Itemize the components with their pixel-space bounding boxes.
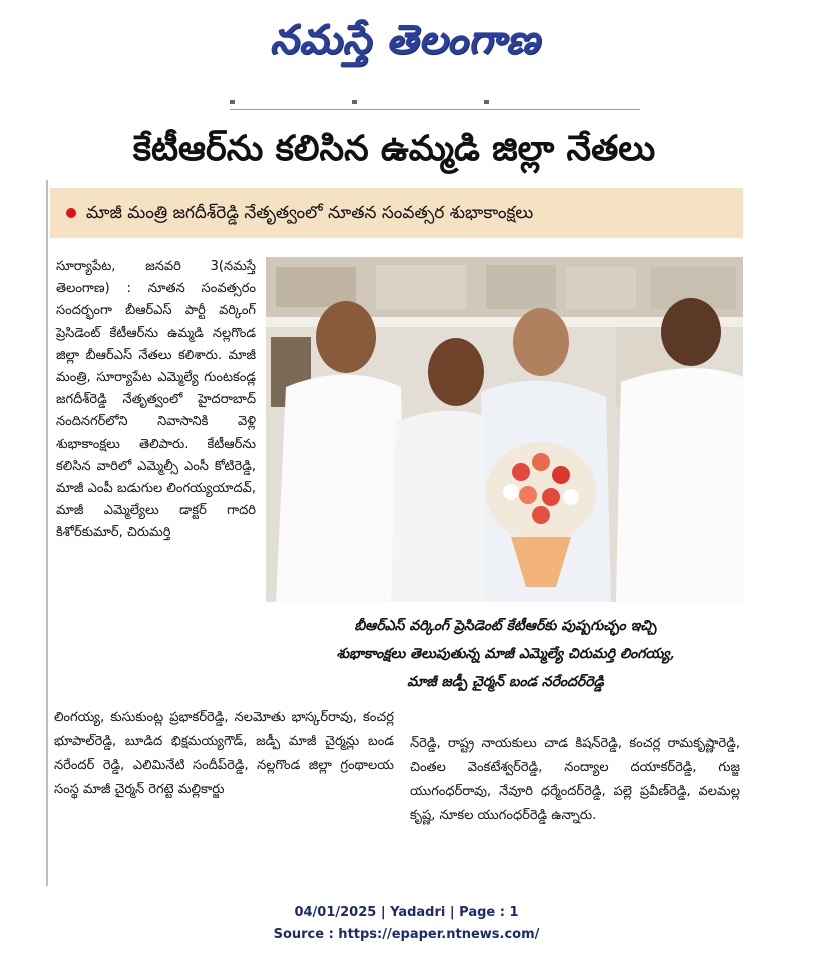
caption-line-3: మాజీ జడ్పీ చైర్మన్ బండ నరేందర్‌రెడ్డి (407, 674, 604, 690)
caption-line-2: శుభాకాంక్షలు తెలుపుతున్న మాజీ ఎమ్మెల్యే చిరుమర్తి లింగయ్య, (336, 646, 675, 662)
article-continued-right (410, 732, 740, 828)
footer-source: Source : https://epaper.ntnews.com/ (273, 927, 540, 942)
masthead-divider (230, 109, 640, 110)
article-lead-text: సూర్యాపేట, జనవరి 3(నమస్తే తెలంగాణ) : నూతన సంవత్సరం సందర్భంగా బీఆర్‌ఎస్ పార్టీ వర్కింగ్ ప్రెసిడెంట్ కేటీఆర్‌ను ఉమ్మడి నల్లగొండ జిల్లా బీఆర్‌ఎస్ నేతలు కలిశారు. మాజీ మంత్రి, సూర్యాపేట ఎమ్మెల్యే గుంటకండ్ల జగదీశ్‌రెడ్డి నేతృత్వంలో హైదరాబాద్ నందినగర్‌లోని నివాసానికి వెళ్లి శుభాకాంక్షలు తెలిపారు. కేటీఆర్‌ను కలిసిన వారిలో ఎమ్మెల్సీ ఎంసీ కోటిరెడ్డి, మాజీ ఎంపీ బడుగుల లింగయ్యయాదవ్, మాజీ ఎమ్మెల్యేలు డాక్టర్ గాదరి కిశోర్‌కుమార్, చిరుమర్తి (56, 259, 256, 541)
caption-line-1: బీఆర్‌ఎస్ వర్కింగ్ ప్రెసిడెంట్ కేటీఆర్‌కు పుష్పగుచ్ఛం ఇచ్చి (354, 618, 657, 634)
subhead-text: మాజీ మంత్రి జగదీశ్‌రెడ్డి నేతృత్వంలో నూతన సంవత్సర శుభాకాంక్షలు (86, 203, 534, 223)
subhead-band (50, 188, 743, 238)
newspaper-masthead: నమస్తే తెలంగాణ (269, 16, 541, 63)
bullet-icon (66, 208, 76, 218)
photo-illustration (266, 257, 743, 602)
footer-date-edition: 04/01/2025 | Yadadri | Page : 1 (294, 905, 519, 920)
photo-caption (268, 612, 743, 702)
article-text-left: లింగయ్య, కుసుకుంట్ల ప్రభాకర్‌రెడ్డి, నలమోతు భాస్కర్‌రావు, కంచర్ల భూపాల్‌రెడ్డి, బూడిద భిక్షమయ్యగౌడ్, జడ్పీ మాజీ చైర్మన్లు బండ నరేందర్ రెడ్డి, ఎలిమినేటి సందీప్‌రెడ్డి, నల్లగొండ జిల్లా గ్రంథాలయ సంస్థ మాజీ చైర్మన్ రెగట్టె మల్లికార్జు (54, 710, 394, 797)
masthead-divider-dots (230, 100, 490, 104)
frame-left-rule (46, 180, 48, 886)
article-text-right: న్‌రెడ్డి, రాష్ట్ర నాయకులు చాడ కిషన్‌రెడ్డి, కంచర్ల రామకృష్ణారెడ్డి, చింతల వెంకటేశ్వర్‌రెడ్డి, నంద్యాల దయాకర్‌రెడ్డి, గుజ్జ యుగంధర్‌రావు, నేవూరి ధర్మేందర్‌రెడ్డి, పల్లె ప్రవీణ్‌రెడ్డి, వలమల్ల కృష్ణ, నూకల యుగంధర్‌రెడ్డి ఉన్నారు. (410, 736, 740, 823)
article-continued-left (54, 706, 394, 802)
article-lead-column (56, 256, 256, 545)
headline: కేటీఆర్‌ను కలిసిన ఉమ్మడి జిల్లా నేతలు (132, 129, 656, 169)
news-photo (266, 257, 743, 602)
page-footer (0, 902, 813, 946)
